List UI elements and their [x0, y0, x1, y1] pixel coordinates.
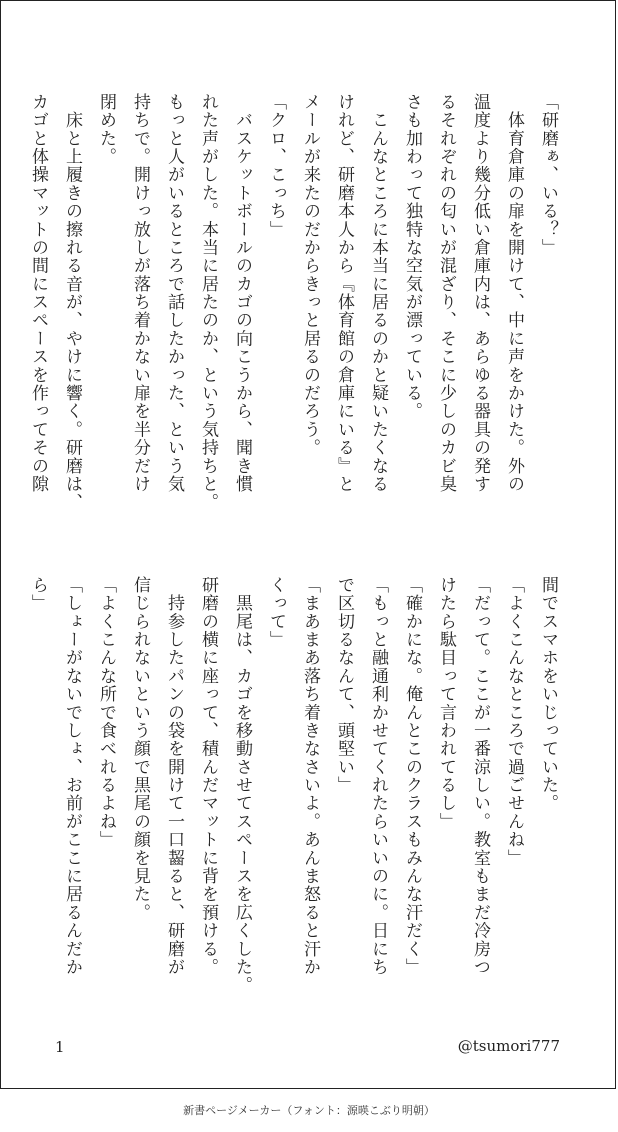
text-line: 「研磨ぁ、いる？」 — [538, 93, 558, 257]
text-line: さも加わって独特な空気が漂っている。 — [402, 93, 422, 421]
generator-credit: 新書ページメーカー（フォント：源暎こぶり明朝） — [183, 1104, 435, 1117]
text-block-top — [28, 93, 565, 533]
page-number: 1 — [55, 1038, 65, 1056]
text-line: バスケットボールのカゴの向こうから、聞き慣 — [232, 93, 252, 494]
text-line: こんなところに本当に居るのかと疑いたくなる — [368, 93, 388, 494]
text-line: カゴと体操マットの間にスペースを作ってその隙 — [28, 93, 48, 494]
text-line: 研磨の横に座って、積んだマットに背を預ける。 — [198, 576, 218, 977]
text-line: 「よくこんな所で食べれるよね」 — [96, 576, 116, 849]
text-line: 「だって。ここが一番涼しい。教室もまだ冷房つ — [470, 576, 490, 977]
text-line: るそれぞれの匂いが混ざり、そこに少しのカビ臭 — [436, 93, 456, 494]
text-line: 「もっと融通利かせてくれたらいいのに。日にち — [368, 576, 388, 977]
text-line: 間でスマホをいじっていた。 — [538, 576, 558, 813]
text-line: 「確かにな。俺んとこのクラスもみんな汗だく」 — [402, 576, 422, 977]
text-line: くって」 — [266, 576, 286, 649]
text-line: 閉めた。 — [96, 93, 116, 166]
text-line: れた声がした。本当に居たのか、という気持ちと。 — [198, 93, 218, 512]
text-line: 持参したパンの袋を開けて一口齧ると、研磨が — [164, 576, 184, 977]
text-line: けれど、研磨本人から『体育館の倉庫にいる』と — [334, 93, 354, 494]
text-line: 床と上履きの擦れる音が、やけに響く。研磨は、 — [62, 93, 82, 512]
text-line: 持ちで。開けっ放しが落ち着かない扉を半分だけ — [130, 93, 150, 494]
text-line: もっと人がいるところで話したかった、という気 — [164, 93, 184, 494]
text-line: 黒尾は、カゴを移動させてスペースを広くした。 — [232, 576, 252, 995]
text-line: 「クロ、こっち」 — [266, 93, 286, 239]
text-line: 「まあまあ落ち着きなさいよ。あんま怒ると汗か — [300, 576, 320, 977]
text-line: メールが来たのだからきっと居るのだろう。 — [300, 93, 320, 457]
text-line: 信じられないという顔で黒尾の顔を見た。 — [130, 576, 150, 922]
text-line: 「よくこんなところで過ごせんね」 — [504, 576, 524, 868]
text-line: 温度より幾分低い倉庫内は、あらゆる器具の発す — [470, 93, 490, 494]
author-handle: @tsumori777 — [457, 1037, 560, 1055]
text-line: 体育倉庫の扉を開けて、中に声をかけた。外の — [504, 93, 524, 494]
text-line: で区切るなんて、頭堅い」 — [334, 576, 354, 795]
text-line: ら」 — [28, 576, 48, 613]
text-line: 「しょーがないでしょ、お前がここに居るんだか — [62, 576, 82, 977]
text-block-bottom — [28, 576, 565, 1016]
text-line: けたら駄目って言われてるし」 — [436, 576, 456, 831]
